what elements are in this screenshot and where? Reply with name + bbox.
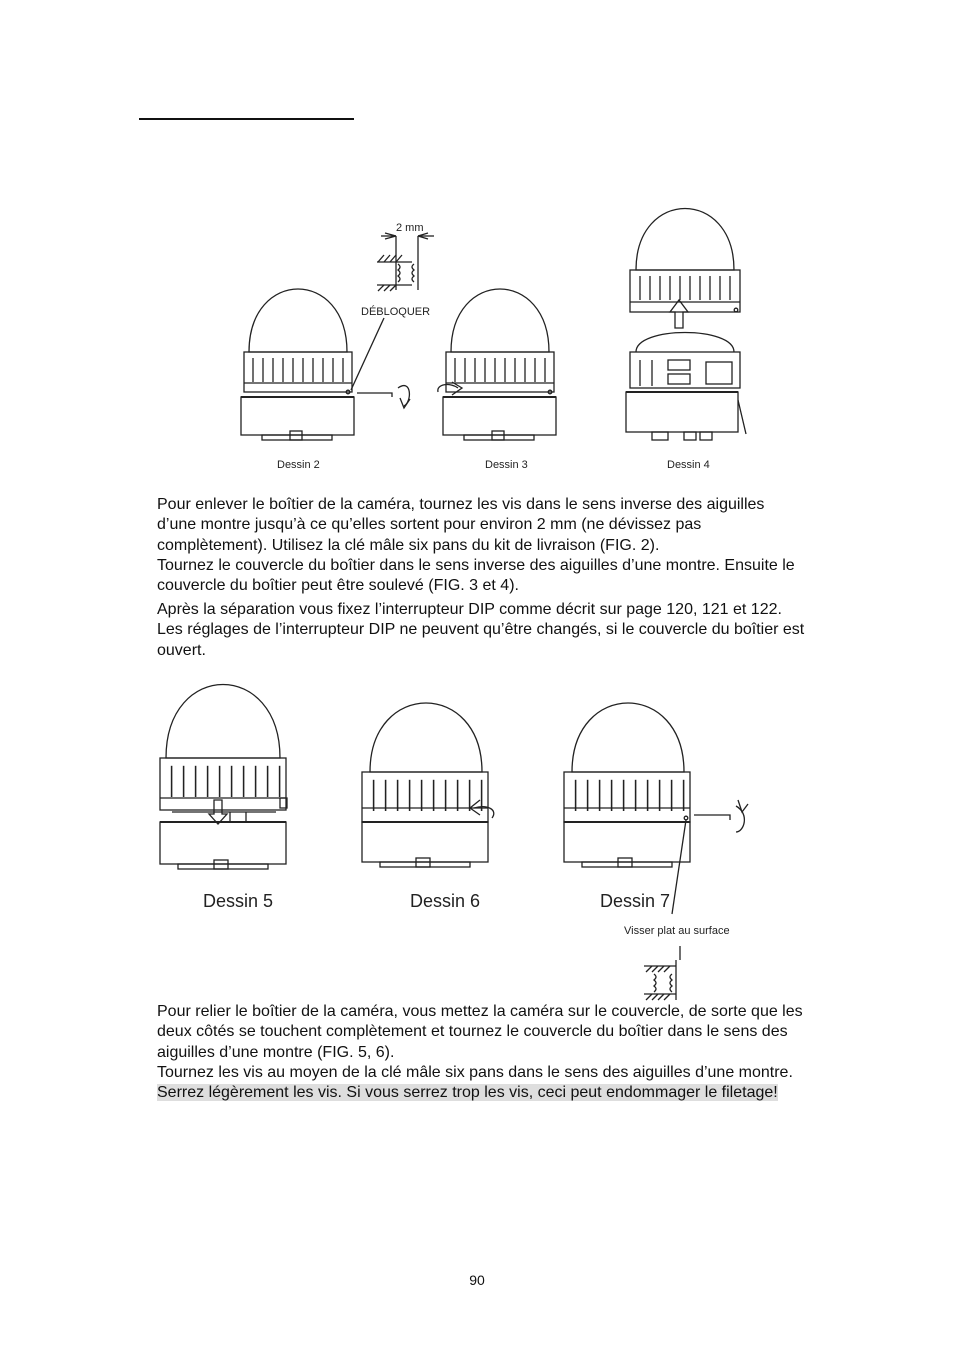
text-line: Après la séparation vous fixez l’interrupteur DIP comme décrit sur page 120, 121 et 122. <box>157 601 782 618</box>
page-number: 90 <box>469 1272 485 1288</box>
text-line: Tournez les vis au moyen de la clé mâle six pans dans le sens des aiguilles d’une montre. <box>157 1063 793 1081</box>
paragraph-dip-switch <box>157 600 887 661</box>
drawing-7-camera <box>564 703 748 1000</box>
text-line: couvercle du boîtier peut être soulevé (FIG. 3 et 4). <box>157 577 519 595</box>
caption-dessin-2: Dessin 2 <box>277 459 320 471</box>
warning-text: Serrez légèrement les vis. Si vous serrez trop les vis, ceci peut endommager le filetage! <box>157 1084 778 1102</box>
caption-dessin-3: Dessin 3 <box>485 459 528 471</box>
text-line: Les réglages de l’interrupteur DIP ne peuvent qu’être changés, si le couvercle du boîtier est <box>157 621 805 639</box>
screw-flush-label: Visser plat au surface <box>624 925 730 937</box>
drawing-4-camera <box>626 209 746 441</box>
drawing-2-camera <box>241 233 434 440</box>
text-line: Tournez le couvercle du boîtier dans le sens inverse des aiguilles d’une montre. Ensuite le <box>157 556 795 574</box>
text-line: aiguilles d’une montre (FIG. 5, 6). <box>157 1043 395 1061</box>
drawing-3-camera <box>438 289 556 440</box>
drawing-5-camera <box>160 685 287 870</box>
drawing-6-camera <box>362 703 494 867</box>
text-line: Pour enlever le boîtier de la caméra, tournez les vis dans le sens inverse des aiguilles <box>157 496 765 513</box>
paragraph-attach-housing <box>157 1002 887 1103</box>
caption-dessin-7: Dessin 7 <box>600 891 671 911</box>
paragraph-remove-housing <box>157 495 887 596</box>
text-line: d’une montre jusqu’à ce qu’elles sortent pour environ 2 mm (ne dévissez pas <box>157 516 702 534</box>
caption-dessin-4: Dessin 4 <box>667 459 710 471</box>
text-line: ouvert. <box>157 641 206 659</box>
text-line: complètement). Utilisez la clé mâle six pans du kit de livraison (FIG. 2). <box>157 536 660 554</box>
caption-dessin-6: Dessin 6 <box>410 891 481 911</box>
caption-dessin-5: Dessin 5 <box>203 891 274 911</box>
dimension-label: 2 mm <box>396 222 424 234</box>
text-line: deux côtés se touchent complètement et tournez le couvercle du boîtier dans le sens des <box>157 1023 788 1041</box>
unlock-label: DÉBLOQUER <box>361 306 431 318</box>
text-line: Pour relier le boîtier de la caméra, vous mettez la caméra sur le couvercle, de sorte que les <box>157 1003 803 1020</box>
